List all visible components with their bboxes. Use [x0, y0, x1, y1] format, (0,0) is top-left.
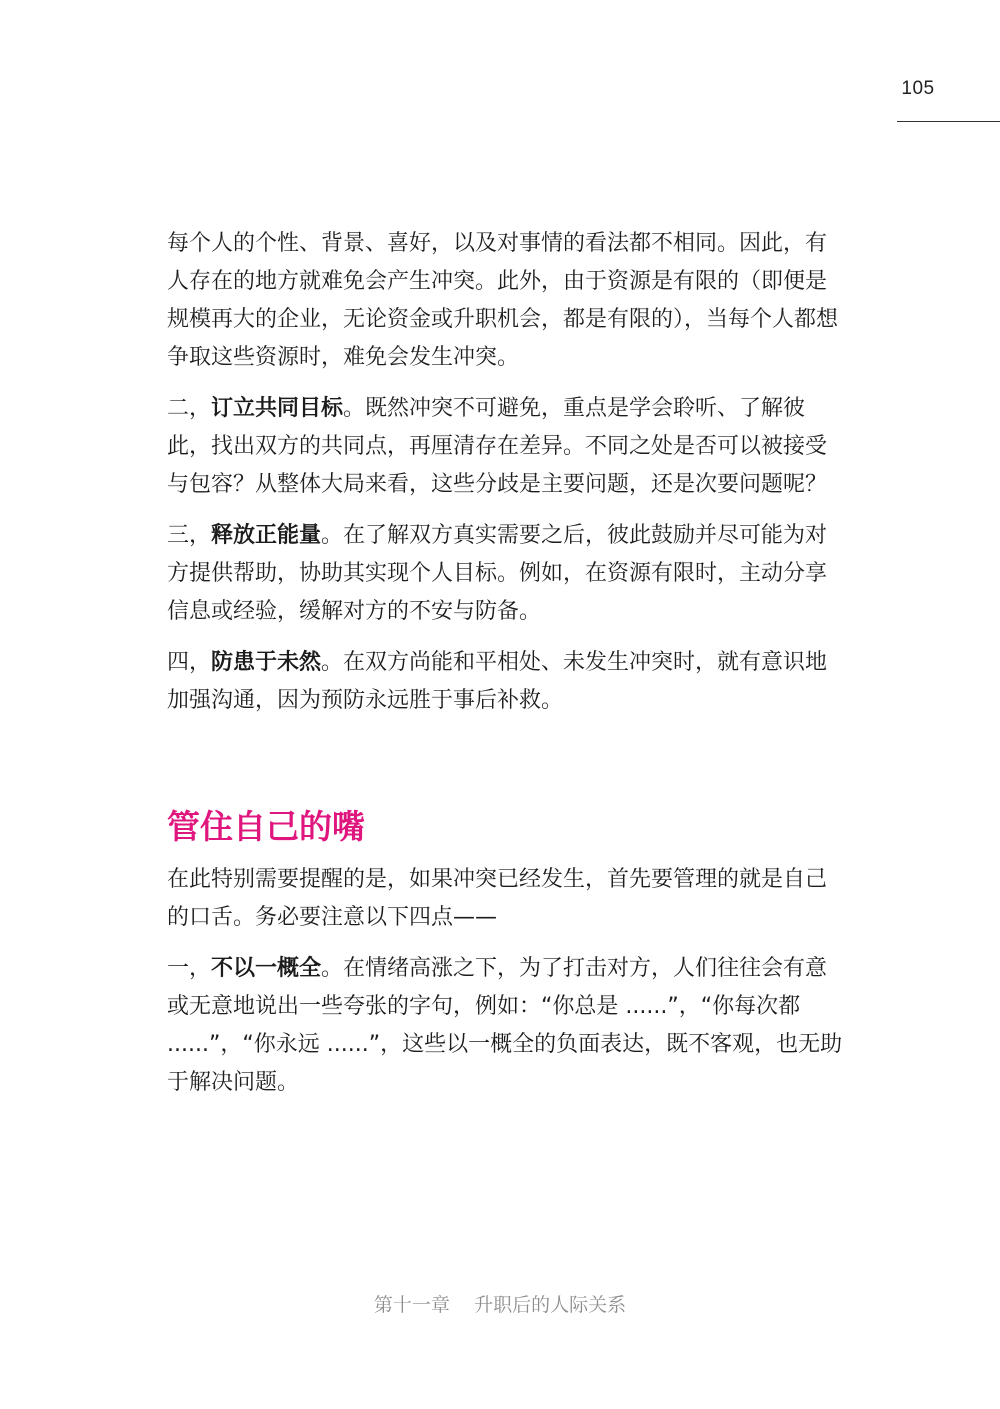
point-heading: 释放正能量	[211, 523, 322, 548]
section-title: 管住自己的嘴	[167, 807, 365, 846]
list-prefix: 三，	[167, 523, 212, 548]
paragraph-text: 在此特别需要提醒的是，如果冲突已经发生，首先要管理的就是自己的口舌。务必要注意以下四点——	[167, 867, 828, 930]
section-block	[167, 805, 847, 1115]
list-prefix: 一，	[167, 956, 212, 981]
paragraph-section-intro	[167, 861, 847, 937]
chapter-footer: 第十一章 升职后的人际关系	[373, 1294, 627, 1316]
point-heading: 不以一概全	[211, 956, 322, 981]
paragraph-text: 每个人的个性、背景、喜好，以及对事情的看法都不相同。因此，有人存在的地方就难免会产生冲突。此外，由于资源是有限的（即便是规模再大的企业，无论资金或升职机会，都是有限的），当每个人都想争取这些资源时，难免会发生冲突。	[167, 231, 839, 370]
point-heading: 防患于未然	[211, 650, 322, 675]
paragraph-point-three	[167, 517, 847, 631]
body-text-top	[167, 225, 847, 733]
paragraph-text: 。在情绪高涨之下，为了打击对方，人们往往会有意或无意地说出一些夸张的字句，例如：“你总是 ......”，“你每次都 ......”，“你永远 ......”，这些以一概全的负面表达，既不客观，也无助于解决问题。	[167, 956, 843, 1095]
paragraph-text: 。在了解双方真实需要之后，彼此鼓励并尽可能为对方提供帮助，协助其实现个人目标。例如，在资源有限时，主动分享信息或经验，缓解对方的不安与防备。	[167, 523, 828, 624]
point-heading: 订立共同目标	[211, 396, 344, 421]
paragraph-point-one	[167, 950, 847, 1102]
paragraph-point-four	[167, 644, 847, 720]
page-number: 105	[901, 78, 935, 99]
paragraph-intro	[167, 225, 847, 377]
list-prefix: 四，	[167, 650, 212, 675]
list-prefix: 二，	[167, 396, 212, 421]
paragraph-point-two	[167, 390, 847, 504]
paragraph-text: 。在双方尚能和平相处、未发生冲突时，就有意识地加强沟通，因为预防永远胜于事后补救。	[167, 650, 828, 713]
paragraph-text: 。既然冲突不可避免，重点是学会聆听、了解彼此，找出双方的共同点，再厘清存在差异。不同之处是否可以被接受与包容？从整体大局来看，这些分歧是主要问题，还是次要问题呢？	[167, 396, 828, 497]
header-rule	[897, 121, 1000, 122]
